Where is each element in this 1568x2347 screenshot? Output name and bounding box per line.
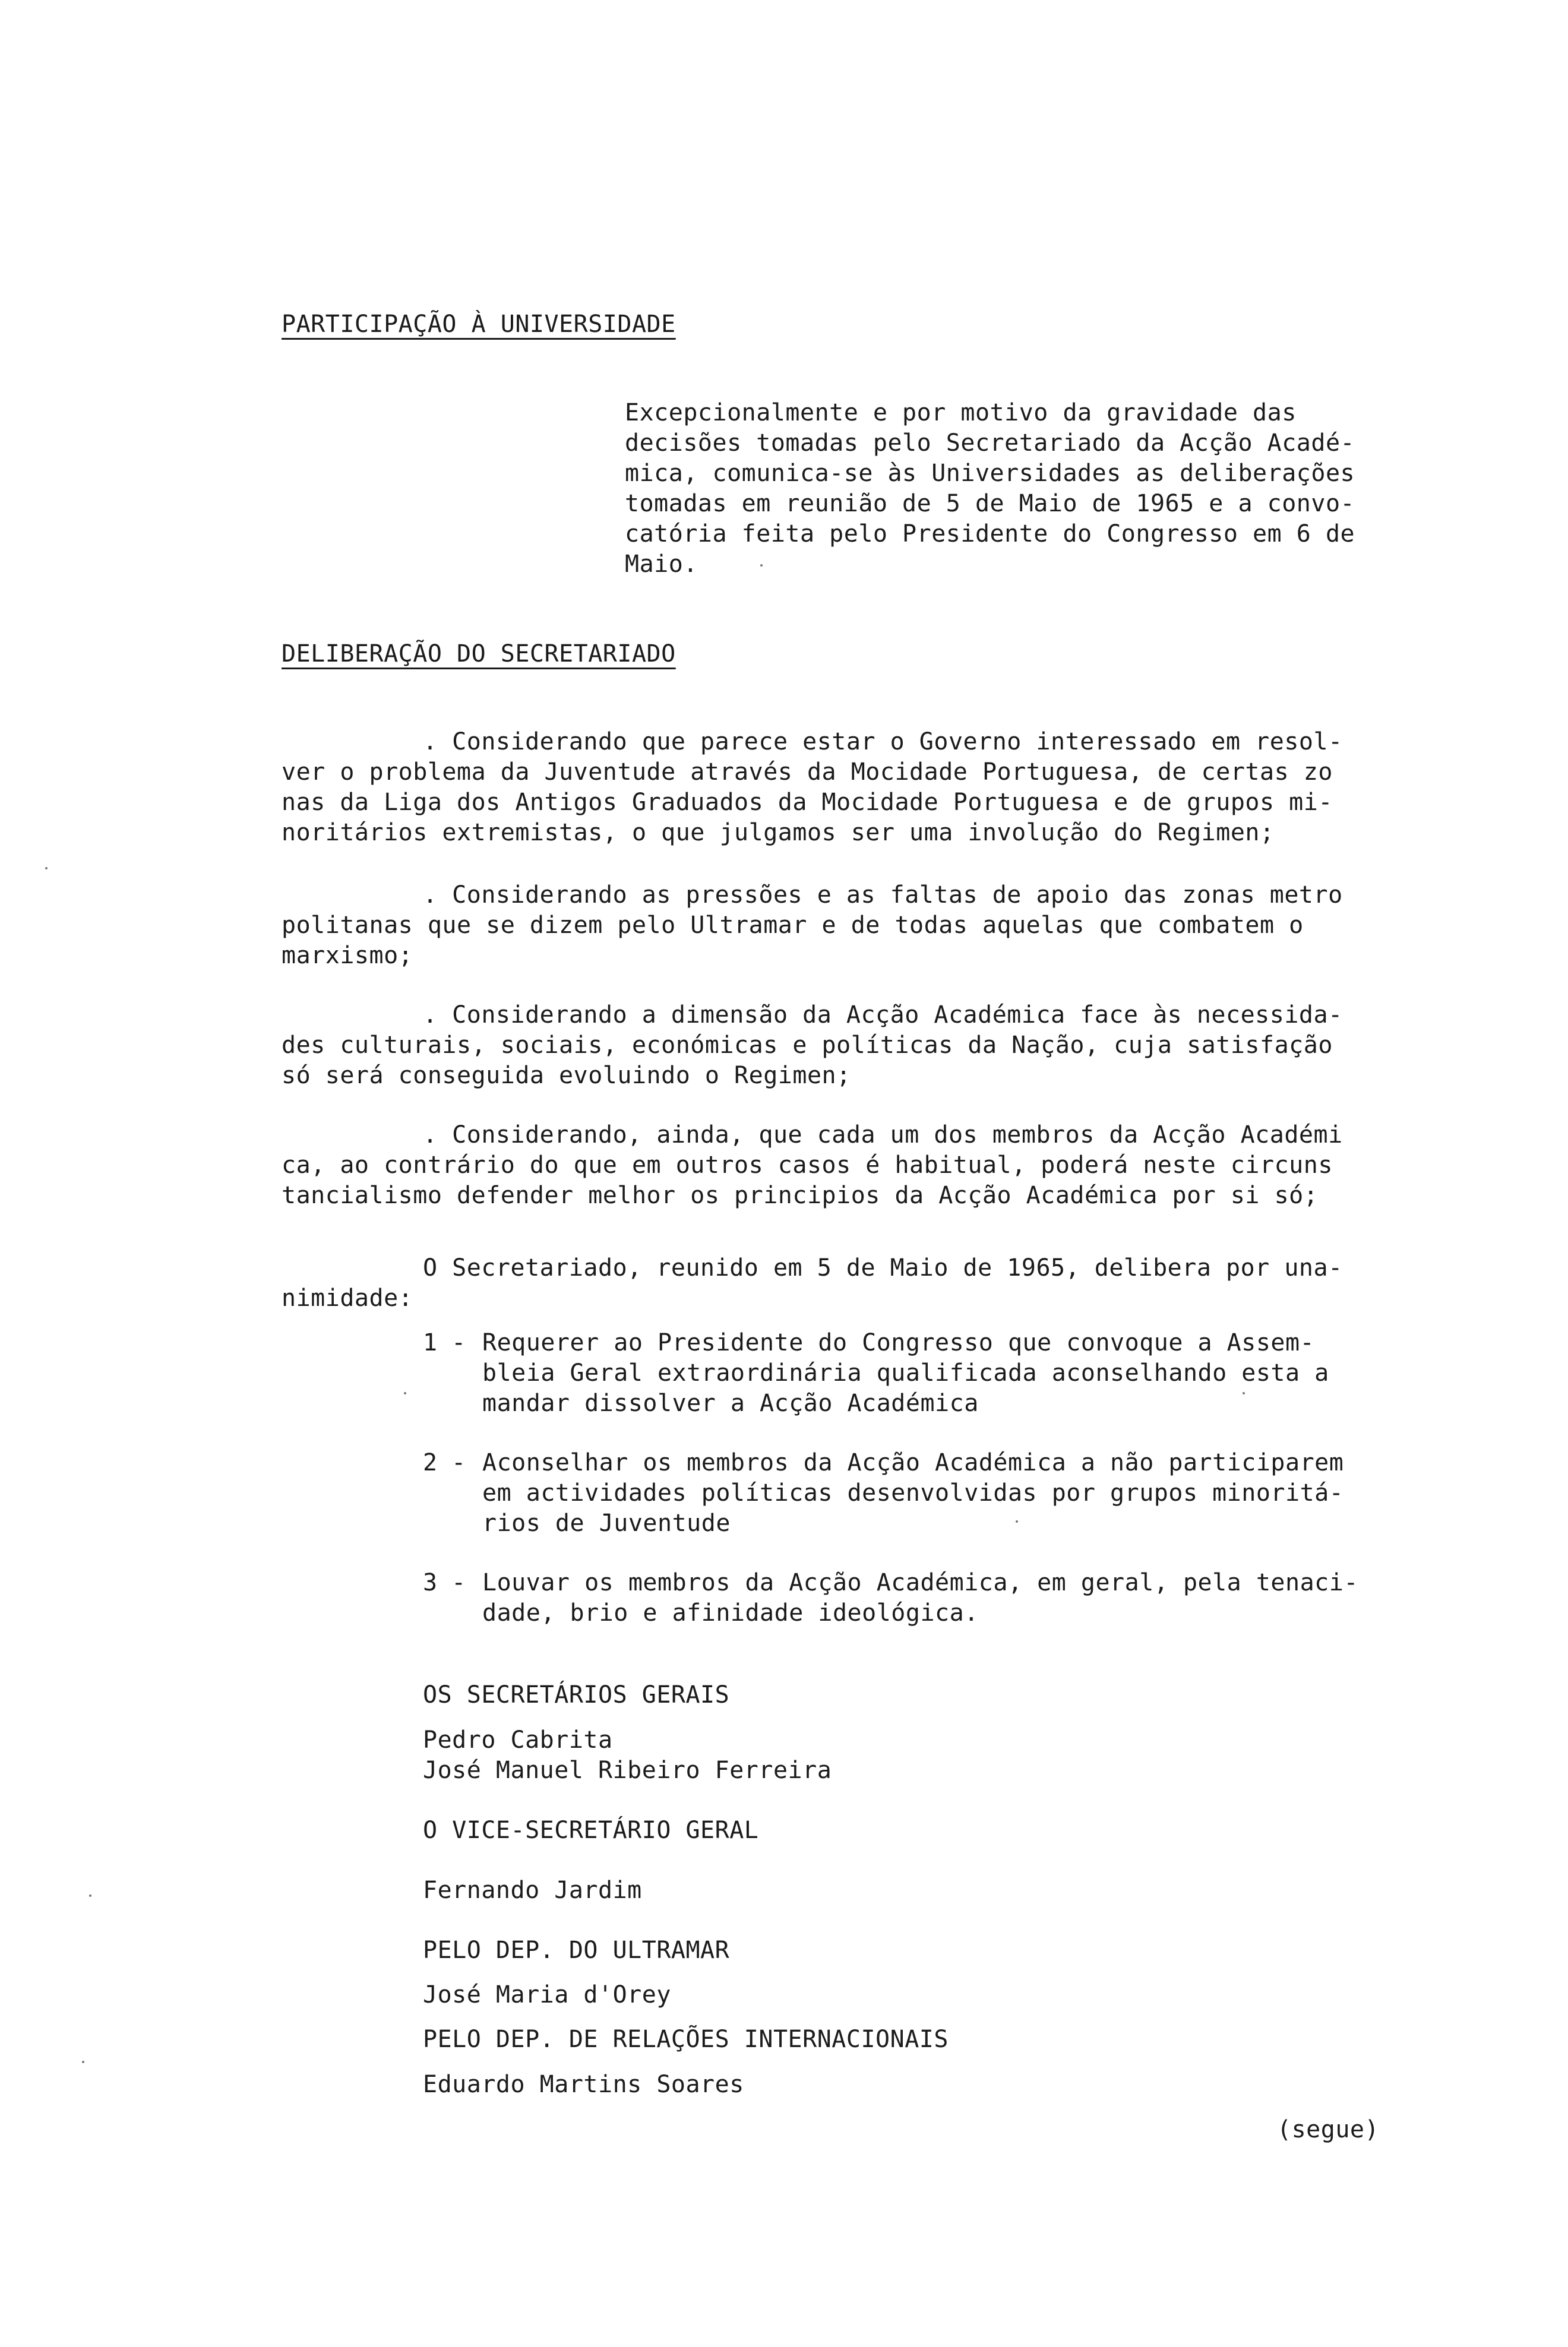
secretary-name-2: José Manuel Ribeiro Ferreira	[423, 1757, 832, 1784]
scan-speck	[45, 867, 48, 869]
resolution-text-3: Louvar os membros da Acção Académica, em geral, pela tenaci- dade, brio e afinidade ideológica.	[482, 1569, 1358, 1627]
ultramar-dept-title: PELO DEP. DO ULTRAMAR	[423, 1937, 730, 1964]
consideration-1: . Considerando que parece estar o Governo interessado em resol- ver o problema da Juventude através da Mocidade Portuguesa, de certas zo nas da Liga dos Antigos Graduados da Mocidade Portuguesa e de grupos mi- noritários extremistas, o que julgamos ser uma involução do Regimen;	[282, 728, 1343, 846]
resolution-number-2: 2 -	[423, 1449, 466, 1476]
scan-speck	[760, 564, 763, 567]
secretary-name-1: Pedro Cabrita	[423, 1726, 613, 1754]
scan-speck	[1016, 1520, 1018, 1523]
resolution-text-1: Requerer ao Presidente do Congresso que convoque a Assem- bleia Geral extraordinária qualificada aconselhando esta a mandar dissolver a Acção Académica	[482, 1329, 1329, 1417]
scan-speck	[1243, 1392, 1245, 1394]
vice-secretary-name: Fernando Jardim	[423, 1877, 642, 1904]
scan-speck	[404, 1392, 406, 1394]
scan-speck	[89, 1894, 91, 1897]
heading-participacao: PARTICIPAÇÃO À UNIVERSIDADE	[282, 311, 676, 338]
continues-note: (segue)	[1277, 2116, 1380, 2143]
intro-paragraph: Excepcionalmente e por motivo da gravidade das decisões tomadas pelo Secretariado da Acção Acadé- mica, comunica-se às Universidades as deliberações tomadas em reunião de 5 de Maio de 1965 e a convo- catória feita pelo Presidente do Congresso em 6 de Maio.	[625, 399, 1355, 578]
resolution-text-2: Aconselhar os membros da Acção Académica a não participarem em actividades políticas desenvolvidas por grupos minoritá- rios de Juventude	[482, 1449, 1344, 1537]
resolution-number-1: 1 -	[423, 1329, 466, 1356]
consideration-2: . Considerando as pressões e as faltas de apoio das zonas metro politanas que se dizem pelo Ultramar e de todas aquelas que combatem o marxismo;	[282, 881, 1343, 969]
consideration-3: . Considerando a dimensão da Acção Académica face às necessida- des culturais, sociais, económicas e políticas da Nação, cuja satisfação só será conseguida evoluindo o Regimen;	[282, 1001, 1343, 1089]
scan-speck	[82, 2061, 84, 2063]
resolution-intro: O Secretariado, reunido em 5 de Maio de 1965, delibera por una- nimidade:	[282, 1254, 1343, 1312]
intl-relations-name: Eduardo Martins Soares	[423, 2071, 744, 2098]
resolution-number-3: 3 -	[423, 1569, 466, 1596]
vice-secretary-title: O VICE-SECRETÁRIO GERAL	[423, 1817, 759, 1844]
intl-relations-title: PELO DEP. DE RELAÇÕES INTERNACIONAIS	[423, 2026, 949, 2053]
secretaries-title: OS SECRETÁRIOS GERAIS	[423, 1681, 730, 1709]
consideration-4: . Considerando, ainda, que cada um dos membros da Acção Académi ca, ao contrário do que em outros casos é habitual, poderá neste circuns tancialismo defender melhor os principios da Acção Académica por si só;	[282, 1121, 1343, 1209]
heading-deliberacao: DELIBERAÇÃO DO SECRETARIADO	[282, 640, 676, 668]
ultramar-dept-name: José Maria d'Orey	[423, 1981, 671, 2008]
